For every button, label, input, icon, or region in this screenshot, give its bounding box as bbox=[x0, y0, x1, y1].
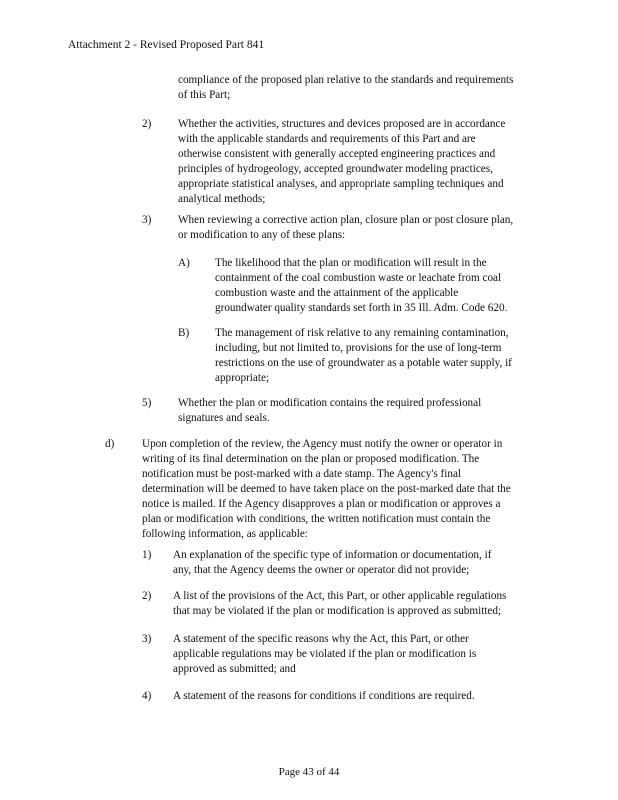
list-item-4-label: 4) bbox=[142, 690, 152, 702]
item-b-label: B) bbox=[178, 327, 190, 339]
list-item-3-text: A statement of the specific reasons why the Act, this Part, or other applicable regulations may be violated if the plan or modification is approved as submitted; and bbox=[173, 633, 477, 675]
item-2-text: Whether the activities, structures and devices proposed are in accordance with the applicable standards and requirements of this Part and are otherwise consistent with generally accepted engineering practices and principles of hydrogeology, accepted groundwater modeling practices, appropriate statistical analyses, and appropriate sampling techniques and analytical methods; bbox=[178, 118, 506, 205]
list-item-1-label: 1) bbox=[142, 549, 152, 561]
list-item-3-label: 3) bbox=[142, 633, 152, 645]
item-3-label: 3) bbox=[142, 214, 152, 226]
continued-paragraph: compliance of the proposed plan relative to the standards and requirements of this Part; bbox=[178, 74, 514, 101]
list-item-2-text: A list of the provisions of the Act, this Part, or other applicable regulations that may be violated if the plan or modification is approved as submitted; bbox=[173, 590, 507, 617]
page-header: Attachment 2 - Revised Proposed Part 841 bbox=[68, 39, 265, 51]
list-item-4-text: A statement of the reasons for conditions if conditions are required. bbox=[173, 690, 475, 702]
item-d-label: d) bbox=[105, 438, 115, 450]
item-2-label: 2) bbox=[142, 118, 152, 130]
item-3-text: When reviewing a corrective action plan, closure plan or post closure plan, or modification to any of these plans: bbox=[178, 214, 514, 241]
item-d-text: Upon completion of the review, the Agency must notify the owner or operator in writing of its final determination on the plan or proposed modification. The notification must be post-marked with a date stamp. The Agency's final determination will be deemed to have taken place on the post-marked date that the notice is mailed. If the Agency disapproves a plan or modification or approves a plan or modification with conditions, the written notification must contain the following information, as applicable: bbox=[142, 438, 511, 540]
item-5-text: Whether the plan or modification contains the required professional signatures and seals. bbox=[178, 397, 482, 424]
page-footer: Page 43 of 44 bbox=[278, 766, 340, 778]
list-item-2-label: 2) bbox=[142, 590, 152, 602]
item-5-label: 5) bbox=[142, 397, 152, 409]
item-b-text: The management of risk relative to any remaining contamination, including, but not limited to, provisions for the use of long-term restrictions on the use of groundwater as a potable water supply, if appropriate; bbox=[215, 327, 512, 384]
item-a-label: A) bbox=[178, 257, 190, 269]
list-item-1-text: An explanation of the specific type of information or documentation, if any, that the Agency deems the owner or operator did not provide; bbox=[173, 549, 492, 576]
item-a-text: The likelihood that the plan or modification will result in the containment of the coal combustion waste or leachate from coal combustion waste and the attainment of the applicable groundwater quality standards set forth in 35 Ill. Adm. Code 620. bbox=[215, 257, 508, 314]
